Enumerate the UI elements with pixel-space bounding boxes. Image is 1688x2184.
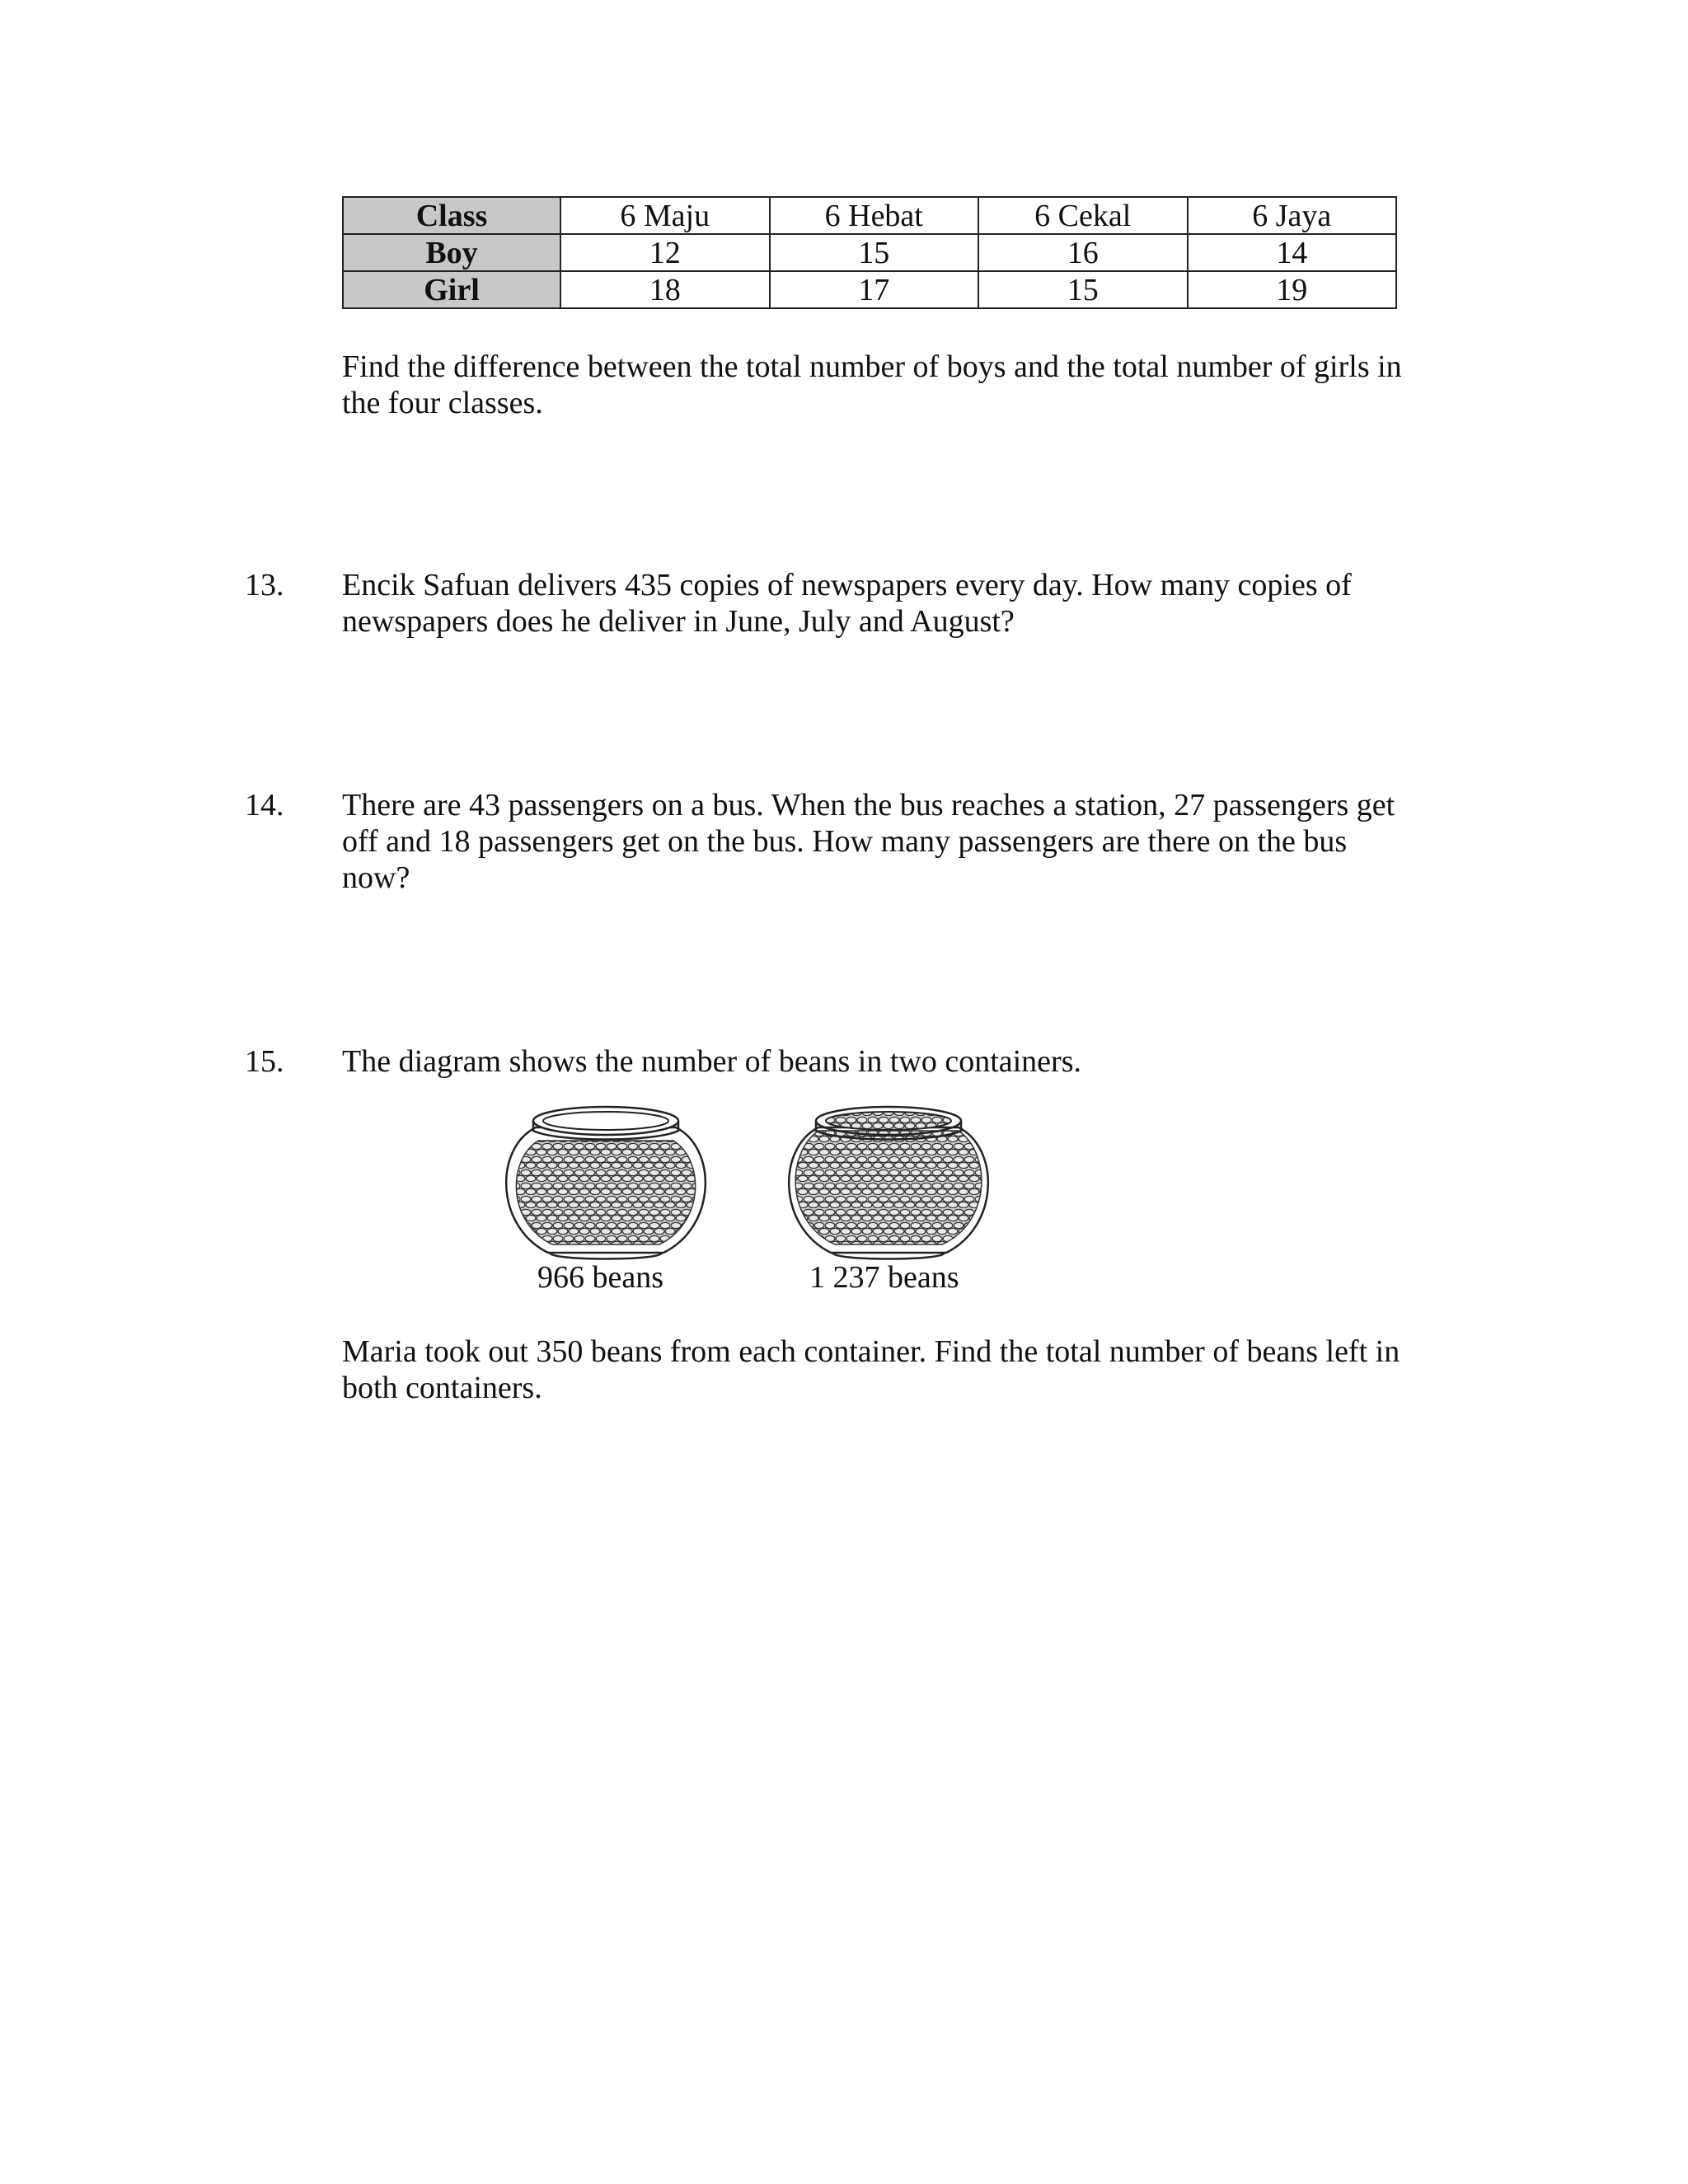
table-cell: 17 [770,271,979,308]
table-cell: 6 Hebat [770,197,979,234]
q15-followup-text: Maria took out 350 beans from each container. Find the total number of beans left in both containers. [342,1334,1400,1405]
question-15-number: 15. [245,1044,284,1079]
bean-jar-icon [781,1103,996,1263]
table-row [343,271,1396,308]
class-table [342,196,1397,309]
row-label-boy: Boy [343,234,560,271]
row-label-girl: Girl [343,271,560,308]
table-cell: 15 [978,271,1188,308]
table-row [343,234,1396,271]
table-cell: 6 Maju [560,197,770,234]
container-2-label: 1 237 beans [809,1260,959,1295]
question-14-text: There are 43 passengers on a bus. When the bus reaches a station, 27 passengers get off and 18 passengers get on the bus. How many passengers are there on the bus now? [342,788,1395,895]
row-label-class: Class [343,197,560,234]
question-15-text: The diagram shows the number of beans in two containers. [342,1044,1081,1079]
table-cell: 15 [770,234,979,271]
table-cell: 16 [978,234,1188,271]
bean-jar-icon [499,1103,713,1263]
table-cell: 12 [560,234,770,271]
container-1-label: 966 beans [537,1260,664,1295]
table-cell: 19 [1188,271,1397,308]
table-cell: 14 [1188,234,1397,271]
question-13-text: Encik Safuan delivers 435 copies of newspapers every day. How many copies of newspapers does he deliver in June, July and August? [342,568,1352,639]
table-header-row [343,197,1396,234]
table-cell: 18 [560,271,770,308]
table-cell: 6 Jaya [1188,197,1397,234]
q12-text: Find the difference between the total number of boys and the total number of girls in the four classes. [342,349,1402,420]
question-14-number: 14. [245,788,284,823]
table-cell: 6 Cekal [978,197,1188,234]
question-13-number: 13. [245,568,284,602]
